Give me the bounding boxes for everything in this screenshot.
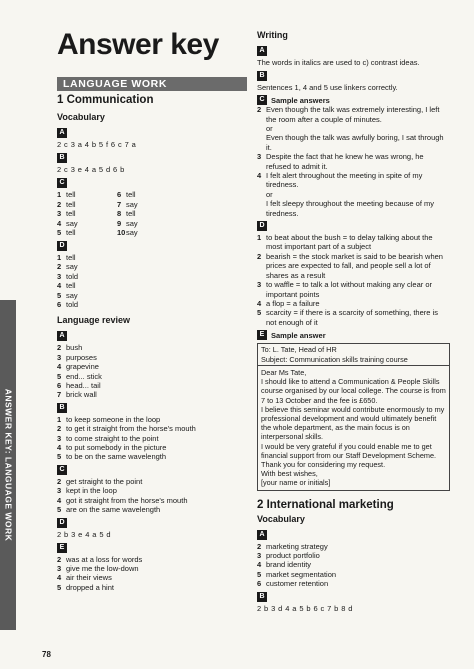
answer-item [57,424,247,433]
item-number: 1 [57,252,62,262]
item-text: air their views [66,573,112,583]
item-text: say [66,290,78,300]
item-text: tell [66,228,76,238]
item-number: 5 [57,290,62,300]
item-number: 5 [57,505,62,515]
item-number: 1 [257,233,262,243]
unit1-heading: 1 Communication [57,94,154,106]
sample-answer-item [257,171,450,218]
alternate-answer: I felt sleepy throughout the meeting because of my tiredness. [266,199,435,218]
item-number: 4 [57,362,62,372]
page-number: 78 [42,650,51,659]
review-d-answers: 2 b 3 e 4 a 5 d [57,529,111,539]
exercise-label-d: D [257,221,267,231]
writing-heading: Writing [257,30,288,40]
item-number: 2 [57,262,62,272]
sample-answers-label: Sample answers [271,95,330,105]
item-number: 5 [257,308,262,318]
answer-item [57,219,117,229]
definition-item [257,252,450,280]
vocab-a-answers: 2 c 3 a 4 b 5 f 6 c 7 a [57,140,137,149]
email-header [258,344,449,366]
item-number: 3 [257,550,262,560]
item-number: 3 [257,152,262,162]
answer-item [57,505,247,514]
answer-text: I felt alert throughout the meeting in spite of my tiredness. [266,171,423,190]
email-line: With best wishes, [261,469,318,479]
email-line: I believe this seminar would contribute enormously to my professional development and would ultimately benefit the whole department, as the main focus is on interpersonal skills. [261,404,445,442]
item-number: 4 [257,560,262,570]
item-text: say [126,199,138,209]
item-text: say [126,218,138,228]
sample-answer-item [257,152,450,171]
sample-answer-label: Sample answer [271,330,326,340]
item-text: scarcity = if there is a scarcity of something, there is not enough of it [266,308,438,327]
exercise-label-c: C [57,465,67,475]
answer-item [57,486,247,495]
item-text: end... stick [66,371,102,381]
item-number: 1 [57,414,62,424]
item-number: 2 [257,541,262,551]
item-number: 3 [57,352,62,362]
answer-item [57,415,247,424]
item-text: told [66,271,79,281]
item-text: customer retention [266,579,329,589]
answer-item [57,477,247,486]
or-word: or [266,124,273,133]
exercise-label-d: D [57,518,67,528]
exercise-label-a: A [257,530,267,540]
item-number: 2 [57,476,62,486]
item-number: 4 [57,495,62,505]
email-line: I should like to attend a Communication & People Skills course organised by our local college. The course is from 7 to 13 October and the fee is £650. [261,377,446,405]
left-column [57,94,247,592]
answer-item [57,564,247,573]
item-text: purposes [66,352,97,362]
item-text: brick wall [66,390,97,400]
item-text [266,171,450,218]
item-text: dropped a hint [66,582,114,592]
right-column [257,30,450,614]
answer-item [257,542,450,551]
item-text: told [66,300,79,309]
answer-item [57,434,247,443]
writing-e-header [257,330,450,340]
exercise-label-c: C [57,178,67,188]
review-b-list [57,415,247,462]
answer-item [117,209,177,219]
item-text: to be on the same wavelength [66,452,167,462]
item-text: to come straight to the point [66,433,159,443]
item-number: 5 [57,228,62,238]
exercise-label-a: A [57,331,67,341]
item-number: 7 [57,390,62,400]
or-word: or [266,189,273,199]
item-number: 3 [57,209,62,219]
item-text: grapevine [66,362,99,372]
answer-item [57,390,247,399]
item-number: 7 [117,199,122,209]
exercise-label-b: B [57,153,67,163]
exercise-label-d: D [57,241,67,251]
answer-item [117,190,177,200]
answer-item [57,272,247,281]
review-e-list [57,555,247,593]
answer-item [57,300,247,309]
definition-item [257,233,450,252]
writing-b-text: Sentences 1, 4 and 5 use linkers correctly. [257,82,398,92]
item-number: 2 [257,105,262,115]
definition-item [257,308,450,327]
exercise-label-e: E [257,330,267,340]
answer-item [117,228,177,238]
email-subject: Subject: Communication skills training course [261,354,408,364]
answer-item [57,353,247,362]
item-text: was at a loss for words [66,554,143,564]
answer-item [257,579,450,588]
item-text: say [66,262,78,272]
item-number: 5 [57,452,62,462]
vocab-heading: Vocabulary [57,112,105,122]
item-text: to put somebody in the picture [66,443,167,453]
item-text: market segmentation [266,569,337,579]
item-text: brand identity [266,560,312,570]
item-text: to get it straight from the horse's mouth [66,424,196,434]
item-text: to beat about the bush = to delay talking about the most important part of a subject [266,233,433,252]
writing-c-list [257,105,450,218]
answer-item [57,573,247,582]
answer-item [57,443,247,452]
item-text [266,105,450,152]
item-text: marketing strategy [266,541,328,551]
item-text: head... tail [66,381,101,391]
item-text: tell [66,199,76,209]
page-title: Answer key [57,28,219,61]
answer-item [57,200,117,210]
item-text: bearish = the stock market is said to be bearish when prices are expected to fall, and people sell a lot of shares as a result [266,251,443,280]
email-body [258,366,449,490]
item-number: 2 [257,251,262,261]
item-number: 6 [257,579,262,589]
review-c-list [57,477,247,515]
item-text [266,152,450,171]
item-number: 8 [117,209,122,219]
answer-item [57,253,247,262]
sample-answer-item [257,105,450,152]
item-text: kept in the loop [66,486,117,496]
answer-item [57,372,247,381]
item-text: tell [66,209,76,219]
writing-c-header [257,95,450,105]
email-line: [your name or initials] [261,478,331,488]
exercise-label-b: B [257,71,267,81]
answer-item [57,362,247,371]
item-number: 3 [57,563,62,573]
item-text: got it straight from the horse's mouth [66,495,188,505]
answer-item [57,291,247,300]
answer-item [57,281,247,290]
exercise-label-a: A [57,128,67,138]
section-bar: LANGUAGE WORK [57,77,247,91]
item-text: tell [126,190,136,199]
exercise-label-a: A [257,46,267,56]
item-number: 3 [257,280,262,290]
exercise-label-b: B [257,592,267,602]
item-number: 2 [57,554,62,564]
answer-item [57,452,247,461]
item-text: give me the low-down [66,563,139,573]
item-text: tell [66,190,76,199]
item-number: 4 [257,171,262,181]
review-a-list [57,343,247,399]
item-number: 4 [257,298,262,308]
item-number: 5 [57,371,62,381]
answer-text: Even though the talk was extremely interesting, I left the room after a couple of minutes. [266,105,440,124]
definition-item [257,280,450,299]
answer-item [117,200,177,210]
item-number: 6 [117,190,122,199]
answer-item [257,570,450,579]
writing-d-list [257,233,450,327]
vocab-b-answers: 2 c 3 e 4 a 5 d 6 b [57,165,125,174]
answer-item [57,381,247,390]
vocab2-heading: Vocabulary [257,513,305,524]
answer-item [57,555,247,564]
answer-text: Despite the fact that he knew he was wrong, he refused to admit it. [266,152,424,171]
answer-item [257,551,450,560]
alternate-answer: Even though the talk was awfully boring, I sat through it. [266,133,444,152]
item-text: to keep someone in the loop [66,414,161,424]
answer-item [57,209,117,219]
writing-a-text: The words in italics are used to c) contrast ideas. [257,58,420,67]
vocab2-b-answers: 2 b 3 d 4 a 5 b 6 c 7 b 8 d [257,603,353,613]
item-text: tell [66,252,76,262]
answer-item [57,262,247,271]
exercise-label-e: E [57,543,67,553]
vocab2-a-list [257,542,450,589]
item-number: 4 [57,281,62,291]
item-number: 5 [57,582,62,592]
answer-item [117,219,177,229]
email-line: Dear Ms Tate, [261,367,307,377]
item-text: product portfolio [266,550,320,560]
spine-tab [0,300,16,630]
exercise-label-c: C [257,95,267,105]
unit2-heading: 2 International marketing [257,498,394,511]
vocab-c-grid [57,190,177,238]
item-text: say [66,218,78,228]
item-text: to waffle = to talk a lot without making any clear or important points [266,280,432,299]
item-text: tell [126,209,136,219]
answer-item [57,496,247,505]
item-number: 2 [57,424,62,434]
vocab-d-list [57,253,247,309]
email-to: To: L. Tate, Head of HR [261,345,337,355]
item-number: 10 [117,228,126,238]
sample-email [257,343,450,490]
item-number: 2 [57,199,62,209]
item-number: 4 [57,573,62,583]
answer-item [57,343,247,352]
exercise-label-b: B [57,403,67,413]
item-text: bush [66,343,83,353]
answer-item [57,583,247,592]
item-text: are on the same wavelength [66,505,161,515]
item-number: 6 [57,381,62,391]
definition-item [257,299,450,308]
item-text: get straight to the point [66,476,143,486]
item-number: 6 [57,300,62,309]
item-number: 4 [57,443,62,453]
item-text: tell [66,281,76,291]
review-heading: Language review [57,315,131,326]
item-text: a flop = a failure [266,298,320,308]
email-line: I would be very grateful if you could enable me to get financial support from our Staff Development Scheme. Thank you for considering my request. [261,441,437,469]
item-number: 3 [57,433,62,443]
item-number: 1 [57,190,62,199]
item-number: 2 [57,343,62,353]
item-number: 3 [57,486,62,496]
answer-item [57,190,117,200]
item-text: say [126,228,138,238]
spine-label: ANSWER KEY: LANGUAGE WORK [3,388,13,542]
item-number: 3 [57,271,62,281]
answer-item [57,228,117,238]
item-number: 5 [257,569,262,579]
item-number: 9 [117,218,122,228]
answer-item [257,560,450,569]
item-number: 4 [57,218,62,228]
